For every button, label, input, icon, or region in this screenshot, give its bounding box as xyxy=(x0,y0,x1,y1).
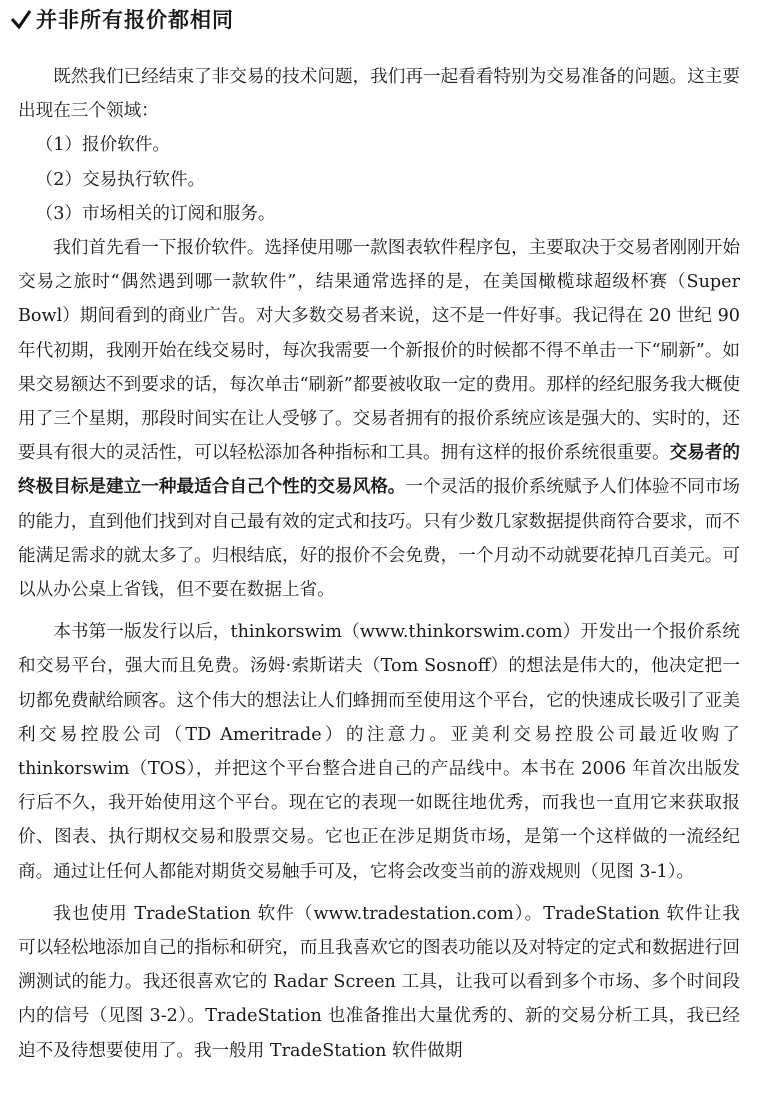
paragraph-quote-software xyxy=(18,231,740,607)
checkmark-icon xyxy=(10,8,32,30)
paragraph-text: 我们首先看一下报价软件。选择使用哪一款图表软件程序包，主要取决于交易者刚刚开始交易之旅时“偶然遇到哪一款软件”，结果通常选择的是，在美国橄榄球超级杯赛（Super Bowl）期间看到的商业广告。对大多数交易者来说，这不是一件好事。我记得在 20 世纪 90 年代初期，我刚开始在线交易时，每次我需要一个新报价的时候都不得不单击一下“刷新”。如果交易额达不到要求的话，每次单击“刷新”都要被收取一定的费用。那样的经纪服务我大概使用了三个星期，那段时间实在让人受够了。交易者拥有的报价系统应该是强大的、实时的，还要具有很大的灵活性，可以轻松添加各种指标和工具。拥有这样的报价系统很重要。 xyxy=(18,238,740,464)
paragraph-thinkorswim: 本书第一版发行以后，thinkorswim（www.thinkorswim.com）开发出一个报价系统和交易平台，强大而且免费。汤姆·索斯诺夫（Tom Sosnoff）的想法是伟大的，他决定把一切都免费献给顾客。这个伟大的想法让人们蜂拥而至使用这个平台，它的快速成长吸引了亚美利交易控股公司（TD Ameritrade）的注意力。亚美利交易控股公司最近收购了 thinkorswim（TOS），并把这个平台整合进自己的产品线中。本书在 2006 年首次出版发行后不久，我开始使用这个平台。现在它的表现一如既往地优秀，而我也一直用它来获取报价、图表、执行期权交易和股票交易。它也正在涉足期货市场，是第一个这样做的一流经纪商。通过让任何人都能对期货交易触手可及，它将会改变当前的游戏规则（见图 3-1）。 xyxy=(18,622,740,882)
emphasis-text: 交易者的终极目标是建立一种最适合自己个性的交易风格。 xyxy=(18,442,740,498)
paragraph-tradestation: 我也使用 TradeStation 软件（www.tradestation.com）。TradeStation 软件让我可以轻松地添加自己的指标和研究，而且我喜欢它的图表功能以及对特定的定式和数据进行回溯测试的能力。我还很喜欢它的 Radar Screen 工具，让我可以看到多个市场、多个时间段内的信号（见图 3-2）。TradeStation 也准备推出大量优秀的、新的交易分析工具，我已经迫不及待想要使用了。我一般用 TradeStation 软件做期 xyxy=(18,903,740,1061)
list-item: （2）交易执行软件。 xyxy=(35,169,206,190)
list-item: （3）市场相关的订阅和服务。 xyxy=(35,203,276,224)
body-text xyxy=(18,60,740,1068)
list-item: （1）报价软件。 xyxy=(35,135,170,156)
paragraph-text: 一个灵活的报价系统赋予人们体验不同市场的能力，直到他们找到对自己最有效的定式和技巧。只有少数几家数据提供商符合要求，而不能满足需求的就太多了。归根结底，好的报价不会免费，一个月动不动就要花掉几百美元。可以从办公桌上省钱，但不要在数据上省。 xyxy=(18,477,740,601)
section-title: 并非所有报价都相同 xyxy=(36,8,234,32)
section-heading xyxy=(10,4,234,34)
paragraph-intro: 既然我们已经结束了非交易的技术问题，我们再一起看看特别为交易准备的问题。这主要出现在三个领域： xyxy=(18,67,740,122)
